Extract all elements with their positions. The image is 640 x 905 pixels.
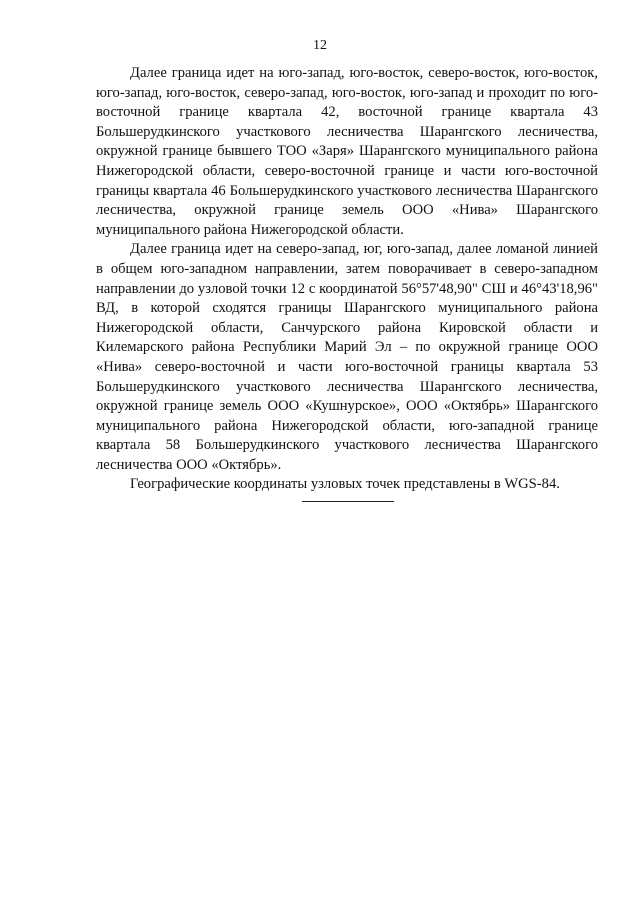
closing-separator-line [302,501,394,502]
paragraph-boundary-description-2: Далее граница идет на северо-запад, юг, юго-запад, далее ломаной линией в общем юго-западном направлении, затем поворачивает в северо-западном направлении до узловой точки 12 с координатой 56°57'48,90" СШ и 46°43'18,96" ВД, в которой сходятся границы Шарангского муниципального района Нижегородской области, Санчурского района Кировской области и Килемарского района Республики Марий Эл – по окружной границе ООО «Нива» северо-восточной и части юго-восточной границы квартала 53 Большерудкинского участкового лесничества Шарангского лесничества, окружной границе земель ООО «Кушнурское», ООО «Октябрь» Шарангского муниципального района Нижегородской области, юго-западной границе квартала 58 Большерудкинского участкового лесничества Шарангского лесничества ООО «Октябрь». [96,241,598,473]
document-body [96,64,598,495]
paragraph-coordinate-system-note: Географические координаты узловых точек представлены в WGS-84. [130,476,560,493]
page-number: 12 [313,38,327,53]
paragraph-boundary-description-1: Далее граница идет на юго-запад, юго-восток, северо-восток, юго-восток, юго-запад, юго-восток, северо-запад, юго-восток, юго-запад и проходит по юго-восточной границе квартала 42, восточной границе квартала 43 Большерудкинского участкового лесничества Шарангского лесничества, окружной границе бывшего ТОО «Заря» Шарангского муниципального района Нижегородской области, северо-восточной границе и части юго-восточной границы квартала 46 Большерудкинского участкового лесничества Шарангского лесничества, окружной границе земель ООО «Нива» Шарангского муниципального района Нижегородской области. [96,65,598,238]
